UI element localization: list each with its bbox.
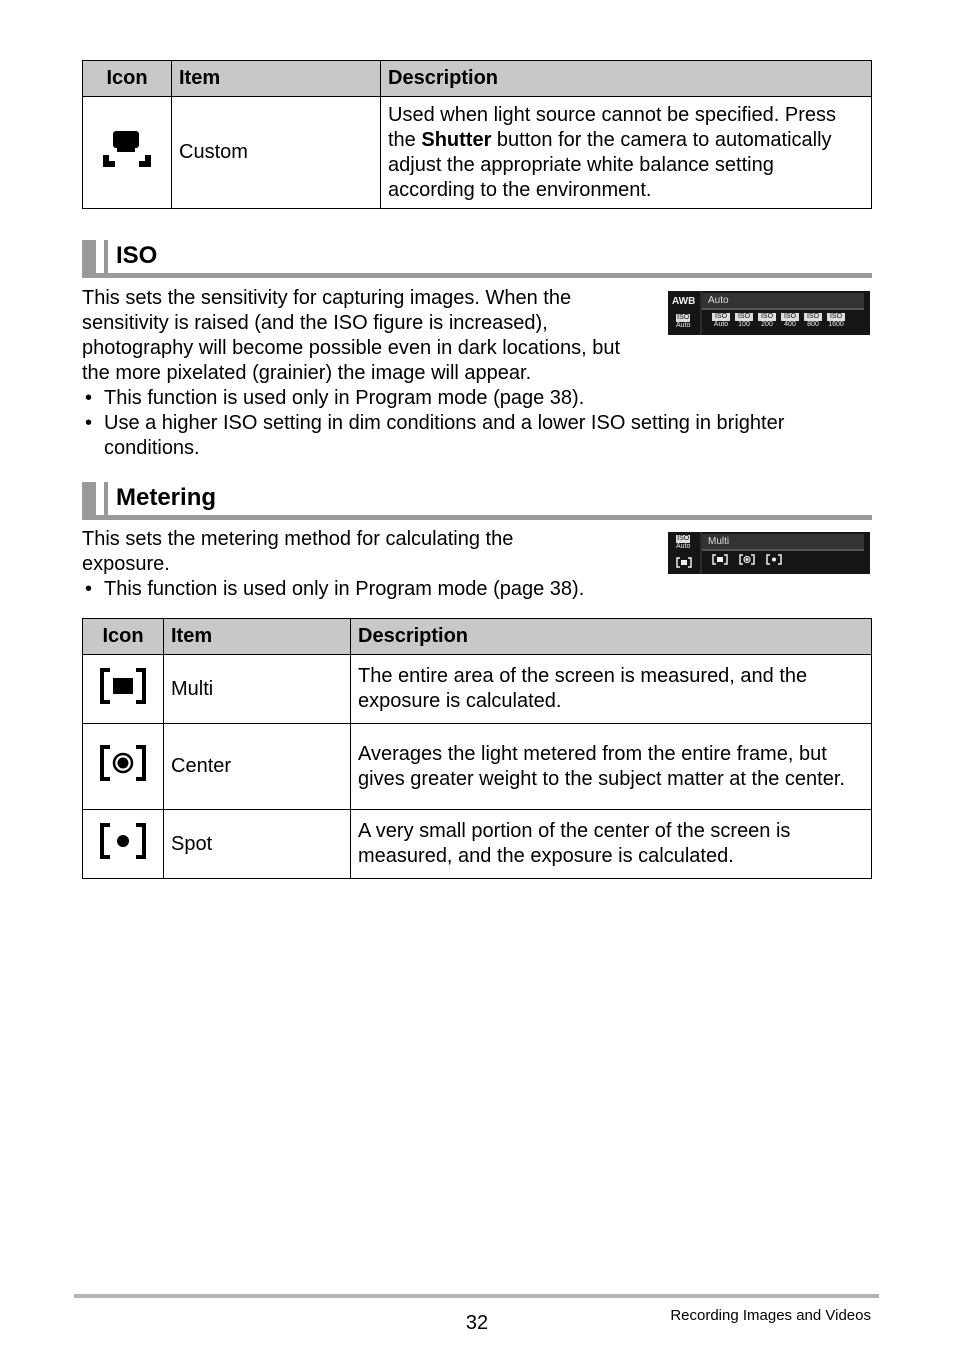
metering-bullet-list: [82, 577, 842, 602]
description-cell: [381, 97, 872, 209]
iso-option-top: ISO: [804, 313, 822, 321]
iso-auto-side-icon: [676, 314, 690, 330]
metering-camera-screen: [668, 532, 870, 574]
section-title: ISO: [116, 242, 158, 269]
icon-cell: [83, 724, 164, 810]
white-balance-table: [82, 60, 872, 209]
iso-bullet-list: [82, 386, 842, 461]
iso-option-bottom: 1600: [828, 321, 844, 328]
side-auto-text: Auto: [676, 322, 691, 329]
heading-bar: [82, 240, 96, 274]
icon-cell: [83, 655, 164, 724]
table-row: [83, 724, 872, 810]
selected-value: Auto: [708, 295, 729, 306]
chapter-title: Recording Images and Videos: [670, 1307, 871, 1324]
bullet-dot: •: [85, 578, 93, 600]
header-description: Description: [351, 619, 872, 655]
heading-bar: [104, 240, 108, 274]
spot-metering-icon: [100, 823, 146, 859]
section-title: Metering: [116, 484, 217, 511]
iso-option-bottom: 200: [761, 321, 773, 328]
description-cell: Averages the light metered from the entire frame, but gives greater weight to the subject matter at the center.: [351, 724, 872, 810]
header-item: Item: [172, 61, 381, 97]
item-cell: Spot: [164, 810, 351, 879]
header-icon: Icon: [83, 619, 164, 655]
iso-option[interactable]: [827, 313, 845, 329]
multi-metering-icon: [100, 668, 146, 704]
iso-option-top: ISO: [781, 313, 799, 321]
iso-option[interactable]: [735, 313, 753, 329]
iso-paragraph: This sets the sensitivity for capturing images. When the sensitivity is raised (and the ISO figure is increased), photography will become possible even in dark locations, but the more pixelated (grainier) the image will appear.: [82, 287, 621, 384]
iso-option-top: ISO: [712, 313, 730, 321]
list-item: [82, 411, 842, 461]
iso-option[interactable]: [758, 313, 776, 329]
item-cell: Center: [164, 724, 351, 810]
bullet-text: Use a higher ISO setting in dim conditions and a lower ISO setting in brighter conditions.: [104, 412, 785, 459]
heading-bar: [82, 482, 96, 516]
bullet-dot: •: [85, 387, 93, 409]
iso-auto-side-icon: [676, 535, 690, 551]
heading-bar: [104, 482, 108, 516]
item-cell: Multi: [164, 655, 351, 724]
header-description: Description: [381, 61, 872, 97]
iso-option-top: ISO: [827, 313, 845, 321]
table-header-row: [83, 61, 872, 97]
iso-option-bottom: Auto: [713, 321, 729, 328]
table-header-row: [83, 619, 872, 655]
list-item: [82, 386, 842, 411]
description-text: button for the camera to automatically adjust the appropriate white balance setting according to the environment.: [388, 128, 832, 201]
shutter-term: Shutter: [421, 128, 492, 151]
bullet-text: This function is used only in Program mode (page 38).: [104, 578, 585, 600]
iso-option-top: ISO: [758, 313, 776, 321]
custom-white-balance-icon: [101, 129, 153, 169]
metering-table: [82, 618, 872, 879]
table-row: [83, 97, 872, 209]
icon-cell: [83, 810, 164, 879]
center-metering-icon: [100, 745, 146, 781]
icon-cell: [83, 97, 172, 209]
table-row: [83, 810, 872, 879]
header-icon: Icon: [83, 61, 172, 97]
list-item: [82, 577, 842, 602]
iso-section-heading: [82, 240, 872, 278]
heading-underline: [82, 273, 872, 278]
item-cell: Custom: [172, 97, 381, 209]
selected-value: Multi: [708, 536, 730, 547]
iso-option[interactable]: [804, 313, 822, 329]
page-number: 32: [465, 1312, 489, 1334]
iso-option[interactable]: [781, 313, 799, 329]
description-text: Used when light source cannot be specified. Press the: [388, 103, 837, 151]
footer-rule: [74, 1294, 879, 1298]
description-cell: The entire area of the screen is measured, and the exposure is calculated.: [351, 655, 872, 724]
iso-option-bottom: 100: [738, 321, 750, 328]
iso-option-bottom: 800: [807, 321, 819, 328]
metering-screen-graphic: [668, 532, 870, 574]
bullet-text: This function is used only in Program mode (page 38).: [104, 387, 585, 409]
iso-option[interactable]: [712, 313, 730, 329]
heading-underline: [82, 515, 872, 520]
description-cell: A very small portion of the center of the screen is measured, and the exposure is calculated.: [351, 810, 872, 879]
iso-option-bottom: 400: [784, 321, 796, 328]
side-iso-text: ISO: [677, 314, 690, 321]
iso-camera-screen: [668, 291, 870, 335]
side-auto-text: Auto: [676, 543, 691, 550]
side-iso-text: ISO: [677, 535, 690, 542]
table-row: [83, 655, 872, 724]
metering-section-heading: [82, 482, 872, 520]
awb-label: AWB: [672, 296, 696, 307]
bullet-dot: •: [85, 412, 93, 434]
metering-paragraph: This sets the metering method for calculating the exposure.: [82, 528, 514, 575]
header-item: Item: [164, 619, 351, 655]
iso-option-row: [712, 313, 845, 329]
iso-option-top: ISO: [735, 313, 753, 321]
